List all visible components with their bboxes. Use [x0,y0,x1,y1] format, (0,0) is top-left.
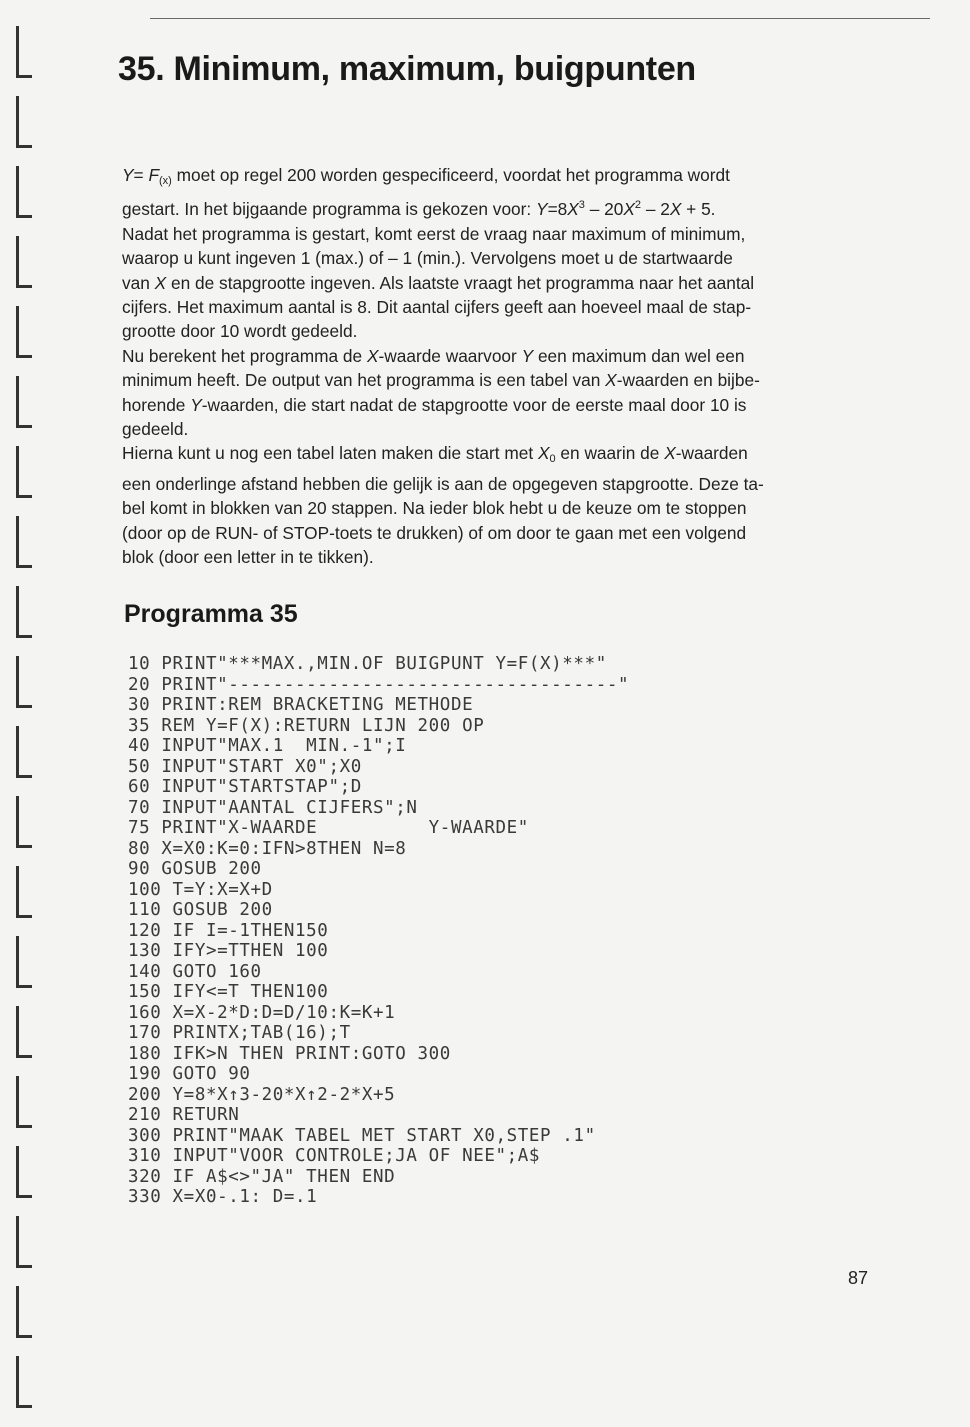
intro-text-segment: -waarden, die start nadat de stapgrootte voor de eerste maal door 10 is [201,394,747,415]
code-line: 30 PRINT:REM BRACKETING METHODE [128,695,474,715]
intro-text-segment: grootte door 10 wordt gedeeld. [122,321,358,342]
binding-hole [16,12,32,78]
binding-hole [16,782,32,848]
intro-line [122,472,872,496]
code-line: 210 RETURN [128,1105,240,1125]
intro-line [122,521,872,545]
intro-text-segment: Y [122,165,134,185]
code-line: 320 IF A$<>"JA" THEN END [128,1166,396,1187]
intro-line [122,319,872,343]
intro-text-segment: -waarden en bijbe- [616,370,760,391]
code-line: 140 GOTO 160 [128,961,262,982]
chapter-title: 35. Minimum, maximum, buigpunten [118,50,696,88]
intro-text-segment: X [567,199,579,220]
binding-hole [16,432,32,498]
code-line: 150 IFY<=T THEN100 [128,982,329,1002]
intro-text-segment: waarop u kunt ingeven 1 (max.) of – 1 (min.). Vervolgens moet u de startwaarde [122,248,733,269]
intro-text-segment: – 2 [641,199,670,220]
intro-text-segment: 2 [634,199,642,212]
code-line: 330 X=X0-.1: D=.1 [128,1187,318,1207]
intro-text-segment: = [133,165,149,185]
intro-text-segment: X [537,443,550,464]
intro-text-segment: -waarde waarvoor [378,345,522,366]
intro-text-segment: X [154,272,167,293]
intro-text-segment: + 5. [681,199,716,220]
code-line: 60 INPUT"STARTSTAP";D [128,777,362,797]
code-line: 70 INPUT"AANTAL CIJFERS";N [128,797,418,818]
intro-text-segment: minimum heeft. De output van het programma is een tabel van [122,370,606,391]
intro-text-segment: gestart. In het bijgaande programma is gekozen voor: [122,199,537,220]
intro-text-segment: een onderlinge afstand hebben die gelijk is aan de opgegeven stapgrootte. Deze ta- [122,473,764,494]
intro-line [122,193,872,221]
intro-line [122,545,872,569]
intro-line [122,496,872,520]
intro-text-segment: Y [190,394,202,415]
binding-hole [16,362,32,428]
code-line: 80 X=X0:K=0:IFN>8THEN N=8 [128,838,407,859]
intro-line [122,393,872,417]
intro-text-segment: 3 [578,199,585,212]
program-listing [128,654,629,1208]
intro-text-segment: en de stapgrootte ingeven. Als laatste vraagt het programma naar het aantal [166,272,755,293]
code-line: 180 IFK>N THEN PRINT:GOTO 300 [128,1043,451,1064]
code-line: 100 T=Y:X=X+D [128,879,273,900]
intro-text-segment: Nadat het programma is gestart, komt eerst de vraag naar maximum of minimum, [122,223,746,244]
intro-text-segment: horende [122,394,191,415]
intro-text-segment: Y [521,345,534,366]
code-line: 90 GOSUB 200 [128,859,262,879]
binding-hole [16,82,32,148]
binding-hole [16,642,32,708]
binding-hole [16,1062,32,1128]
code-line: 120 IF I=-1THEN150 [128,920,329,941]
intro-line [122,441,872,471]
intro-text-segment: (door op de RUN- of STOP-toets te drukken) of om door te gaan met een volgend [122,522,747,543]
intro-text-segment: X [366,345,379,366]
code-line: 190 GOTO 90 [128,1064,251,1084]
intro-text-segment: 0 [549,453,556,466]
program-title: Programma 35 [124,600,298,628]
binding-hole [16,712,32,778]
code-line: 110 GOSUB 200 [128,900,273,920]
code-line: 75 PRINT"X-WAARDE Y-WAARDE" [128,818,529,838]
code-line: 170 PRINTX;TAB(16);T [128,1023,351,1043]
binding-hole [16,1342,32,1408]
intro-text-segment: Nu berekent het programma de [122,345,367,366]
binding-holes [0,0,50,1427]
intro-text-segment: -waarden [675,443,748,464]
intro-text-segment: gedeeld. [122,419,189,440]
binding-hole [16,1272,32,1338]
intro-text-segment: blok (door een letter in te tikken). [122,547,374,568]
binding-hole [16,1202,32,1268]
code-line: 300 PRINT"MAAK TABEL MET START X0,STEP .1" [128,1125,596,1146]
binding-hole [16,852,32,918]
intro-line [122,295,872,319]
intro-line [122,246,872,270]
intro-text-segment: van [122,272,155,293]
intro-line [122,222,872,246]
binding-hole [16,292,32,358]
binding-hole [16,572,32,638]
intro-line [122,417,872,441]
intro-text-segment: en waarin de [555,443,665,464]
binding-hole [16,922,32,988]
code-line: 35 REM Y=F(X):RETURN LIJN 200 OP [128,715,485,736]
binding-hole [16,222,32,288]
top-rule [150,18,930,19]
intro-text-segment: F [148,165,159,185]
code-line: 20 PRINT"-----------------------------------" [128,674,630,695]
intro-text-segment: Y [536,199,548,220]
code-line: 310 INPUT"VOOR CONTROLE;JA OF NEE";A$ [128,1146,541,1166]
intro-text-segment: moet op regel 200 worden gespecificeerd, voordat het programma wordt [171,165,730,185]
intro-line [122,344,872,368]
page-number: 87 [848,1268,869,1288]
code-line: 130 IFY>=TTHEN 100 [128,941,329,961]
code-line: 40 INPUT"MAX.1 MIN.-1";I [128,736,407,756]
intro-text [122,163,872,570]
intro-text-segment: =8 [547,199,568,220]
intro-text-segment: cijfers. Het maximum aantal is 8. Dit aantal cijfers geeft aan hoeveel maal de stap- [122,297,752,318]
code-line: 50 INPUT"START X0";X0 [128,756,362,777]
intro-line [122,271,872,295]
intro-text-segment: X [623,199,635,220]
intro-text-segment: X [669,199,682,220]
binding-hole [16,152,32,218]
intro-line [122,163,872,193]
code-line: 10 PRINT"***MAX.,MIN.OF BUIGPUNT Y=F(X)***" [128,654,607,674]
code-line: 160 X=X-2*D:D=D/10:K=K+1 [128,1002,396,1023]
binding-hole [16,502,32,568]
intro-line [122,368,872,392]
intro-text-segment: – 20 [584,199,624,220]
intro-text-segment: X [664,443,676,464]
intro-text-segment: bel komt in blokken van 20 stappen. Na ieder blok hebt u de keuze om te stoppen [122,498,747,519]
intro-text-segment: Hierna kunt u nog een tabel laten maken die start met [122,443,538,464]
binding-hole [16,992,32,1058]
intro-text-segment: X [605,370,617,391]
binding-hole [16,1132,32,1198]
intro-text-segment: een maximum dan wel een [533,345,745,366]
intro-text-segment: (x) [159,175,172,187]
intro-paragraph [122,163,872,570]
code-line: 200 Y=8*X↑3-20*X↑2-2*X+5 [128,1084,396,1105]
